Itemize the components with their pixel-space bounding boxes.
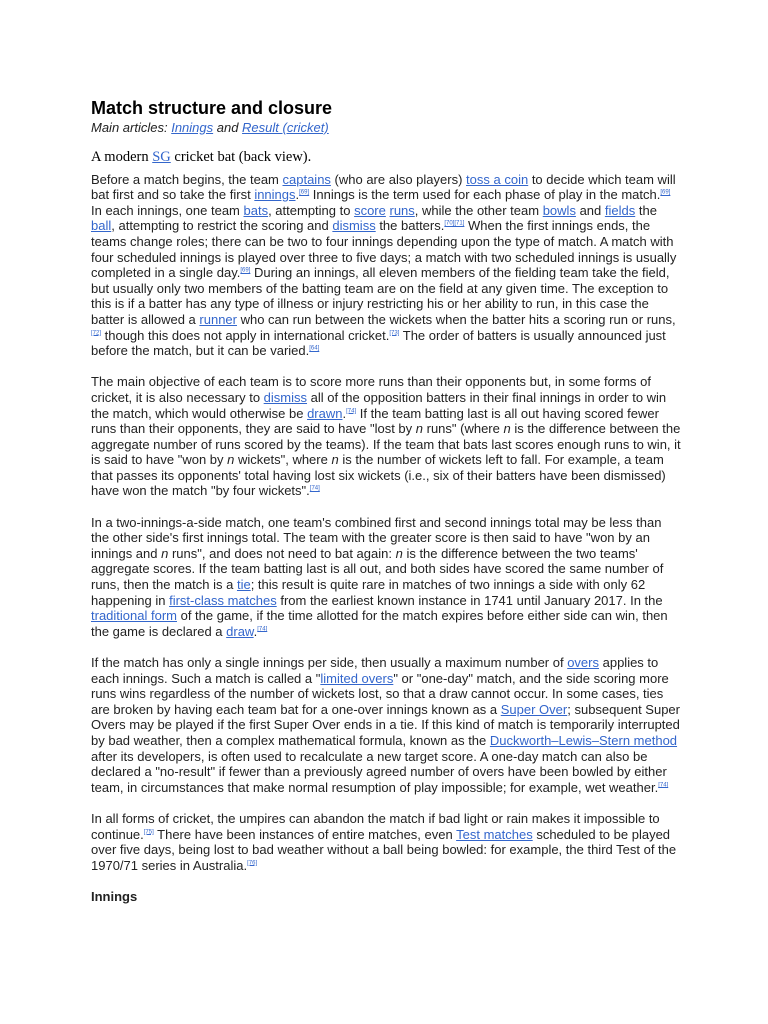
dismiss-link[interactable]: dismiss	[263, 389, 308, 405]
drawn-link[interactable]: drawn	[307, 405, 343, 421]
text: from the earliest known instance in 1741 until January 2017. In the	[276, 592, 663, 608]
text: who can run between the wickets when the batter hits a scoring run or runs,	[236, 311, 676, 327]
runner-link[interactable]: runner	[199, 311, 237, 327]
text: In each innings, one team	[91, 202, 244, 218]
citation-ref[interactable]: [73]	[389, 330, 400, 337]
duckworth-lewis-stern-link[interactable]: Duckworth–Lewis–Stern method	[489, 732, 678, 748]
text: runs" (where	[423, 421, 504, 437]
innings-link[interactable]: Innings	[171, 120, 214, 135]
text: all of the opposition batters in their final innings in order to win the match, which would otherwise be	[91, 389, 667, 421]
text: The main objective of each team is to score more runs than their opponents but, in some forms of cricket, it is also necessary to	[91, 374, 652, 405]
text: During an innings, all eleven members of the fielding team take the field, but usually only two members of the batting team are on the field at any given time. The exception to this is if a batter has any type of illness or injury restricting his or her ability to run, in this case the batter is allowed a	[91, 265, 670, 327]
text: There have been instances of entire matches, even	[153, 826, 457, 842]
result-cricket-link[interactable]: Result (cricket)	[242, 120, 329, 135]
citation-ref[interactable]: [70][71]	[444, 221, 465, 228]
text: the	[635, 202, 657, 218]
test-matches-link[interactable]: Test matches	[456, 826, 533, 842]
variable-n: n	[227, 452, 235, 468]
paragraph-objective: The main objective of each team is to score more runs than their opponents but, in some forms of cricket, it is also necessary to dismiss all of the opposition batters in their final innings in order to win the match, which would otherwise be drawn.[74] If the team batting last is all out having scored fewer runs than their opponents, they are said to have "lost by n runs" (where n is the difference between the aggregate number of runs scored by the teams). If the team that bats last scores enough runs to win, it is said to have "won by n wickets", where n is the number of wickets left to fall. For example, a team that passes its opponents' total having lost six wickets (i.e., six of their batters have been dismissed) have won the match "by four wickets".[74]	[91, 374, 681, 499]
text: scheduled to be played over five days, being lost to bad weather without a ball being bowled: for example, the third Test of the 1970/71 series in Australia.	[91, 826, 677, 873]
paragraph-limited-overs	[91, 655, 681, 795]
text: , attempting to	[268, 202, 355, 218]
text: ; this result is quite rare in matches of two innings a side with only 62 happening in	[91, 577, 646, 608]
variable-n: n	[395, 545, 403, 561]
dismiss-link[interactable]: dismiss	[332, 218, 376, 234]
tie-link[interactable]: tie	[236, 577, 251, 593]
text: is the difference between the aggregate number of runs scored by the teams). If the team that bats last scores enough runs to win, it is said to have "won by	[91, 421, 681, 468]
citation-ref[interactable]: [76]	[247, 860, 258, 867]
super-over-link[interactable]: Super Over	[500, 701, 568, 717]
variable-n: n	[161, 545, 169, 561]
text: In all forms of cricket, the umpires can abandon the match if bad light or rain makes it impossible to continue.	[91, 810, 660, 842]
bowls-link[interactable]: bowls	[542, 202, 576, 218]
caption-text: cricket bat (back view).	[170, 148, 312, 165]
text: Before a match begins, the team	[91, 171, 283, 187]
ball-link[interactable]: ball	[91, 218, 112, 234]
image-caption	[91, 147, 681, 167]
article-content	[91, 96, 681, 905]
citation-ref[interactable]: [69]	[240, 267, 251, 274]
main-articles-hatnote	[91, 120, 681, 136]
citation-ref[interactable]: [69]	[660, 189, 671, 196]
text: When the first innings ends, the teams change roles; there can be two to four innings depending upon the type of match. A match with four scheduled innings is played over three to five days; a match with two scheduled innings is usually completed in a single day.	[91, 218, 677, 281]
text: " or "one-day" match, and the side scoring more runs wins regardless of the number of wickets lost, so that a draw cannot occur. In some cases, ties are broken by having each team bat for a one-over innings known as a	[91, 670, 669, 717]
draw-link[interactable]: draw	[226, 623, 254, 639]
limited-overs-link[interactable]: limited overs	[320, 670, 394, 686]
fields-link[interactable]: fields	[604, 202, 636, 218]
caption-text: A modern	[91, 148, 153, 165]
text: the batters.	[375, 218, 445, 234]
text: ; subsequent Super Overs may be played if the first Super Over ends in a tie. If this kind of match is temporarily interrupted by bad weather, then a complex mathematical formula, known as the	[91, 701, 680, 748]
variable-n: n	[503, 421, 511, 437]
text: , while the other team	[414, 202, 543, 218]
citation-ref[interactable]: [64]	[309, 345, 320, 352]
text: though this does not apply in international cricket.	[101, 327, 390, 343]
variable-n: n	[415, 421, 423, 437]
captains-link[interactable]: captains	[282, 171, 331, 187]
citation-ref[interactable]: [72]	[91, 330, 102, 337]
text: , attempting to restrict the scoring and	[111, 218, 333, 234]
text: wickets", where	[234, 452, 332, 468]
text: applies to each innings. Such a match is called a "	[91, 655, 659, 686]
section-heading: Match structure and closure	[91, 98, 333, 118]
citation-ref[interactable]: [74]	[658, 782, 669, 789]
text: to decide which team will bat first and so take the first	[91, 171, 676, 203]
overs-link[interactable]: overs	[567, 655, 599, 670]
toss-a-coin-link[interactable]: toss a coin	[466, 171, 529, 187]
text: Innings is the term used for each phase of play in the match.	[309, 187, 661, 203]
text: .	[253, 623, 258, 639]
paragraph-two-innings	[91, 515, 681, 640]
text: (who are also players)	[330, 171, 467, 187]
citation-ref[interactable]: [75]	[143, 829, 154, 836]
text: runs", and does not need to bat again:	[168, 545, 396, 561]
text: and	[575, 202, 605, 218]
text: after its developers, is often used to recalculate a new target score. A one-day match can also be declared a "no-result" if fewer than a previously agreed number of overs have been bowled by either team, in circumstances that make normal resumption of play impossible; for example, wet weather.	[91, 748, 667, 795]
sg-link[interactable]: SG	[152, 148, 171, 165]
score-link[interactable]: score	[354, 202, 386, 218]
bats-link[interactable]: bats	[243, 202, 269, 218]
text: If the team batting last is all out having scored fewer runs than their opponents, they are said to have "lost by	[91, 405, 659, 437]
text: If the match has only a single innings per side, then usually a maximum number of	[91, 655, 568, 670]
innings-subheading: Innings	[91, 888, 138, 904]
first-class-matches-link[interactable]: first-class matches	[169, 592, 277, 608]
hatnote-and: and	[213, 120, 243, 135]
citation-ref[interactable]: [69]	[299, 189, 310, 196]
text: is the number of wickets left to fall. For example, a team that passes its opponents' total having lost six wickets (i.e., six of their batters have been dismissed) have won the match "by four wickets".	[91, 452, 666, 499]
hatnote-prefix: Main articles:	[91, 120, 172, 135]
citation-ref[interactable]: [74]	[346, 408, 357, 415]
text: The order of batters is usually announced just before the match, but it can be varied.	[91, 327, 666, 359]
citation-ref[interactable]: [74]	[257, 626, 268, 633]
text: In a two-innings-a-side match, one team's combined first and second innings total may be less than the other side's first innings total. The team with the greater score is then said to have "won by an innings and	[91, 514, 662, 561]
variable-n: n	[331, 452, 339, 468]
text: of the game, if the time allotted for the match expires before either side can win, then the game is declared a	[91, 608, 668, 639]
innings-link[interactable]: innings	[254, 187, 296, 203]
traditional-form-link[interactable]: traditional form	[91, 608, 177, 624]
paragraph-toss-and-innings: Before a match begins, the team captains (who are also players) toss a coin to decide which team will bat first and so take the first innings.[69] Innings is the term used for each phase of play in the match.[69] In each innings, one team bats, attempting to score runs, while the other team bowls and fields the ball, attempting to restrict the scoring and dismiss the batters.[70][71] When the first innings ends, the teams change roles; there can be two to four innings depending upon the type of match. A match with four scheduled innings is played over three to five days; a match with two scheduled innings is usually completed in a single day.[69] During an innings, all eleven members of the fielding team take the field, but usually only two members of the batting team are on the field at any given time. The exception to this is if a batter has any type of illness or injury restricting his or her ability to run, in this case the batter is allowed a runner who can run between the wickets when the batter hits a scoring run or runs,[72] though this does not apply in international cricket.[73] The order of batters is usually announced just before the match, but it can be varied.[64]	[91, 171, 677, 359]
citation-ref[interactable]: [74]	[309, 486, 320, 493]
text: is the difference between the two teams' aggregate scores. If the team batting last is all out, and both sides have scored the same number of runs, then the match is a	[91, 545, 664, 593]
paragraph-abandonment	[91, 811, 681, 873]
runs-link[interactable]: runs	[389, 202, 415, 218]
